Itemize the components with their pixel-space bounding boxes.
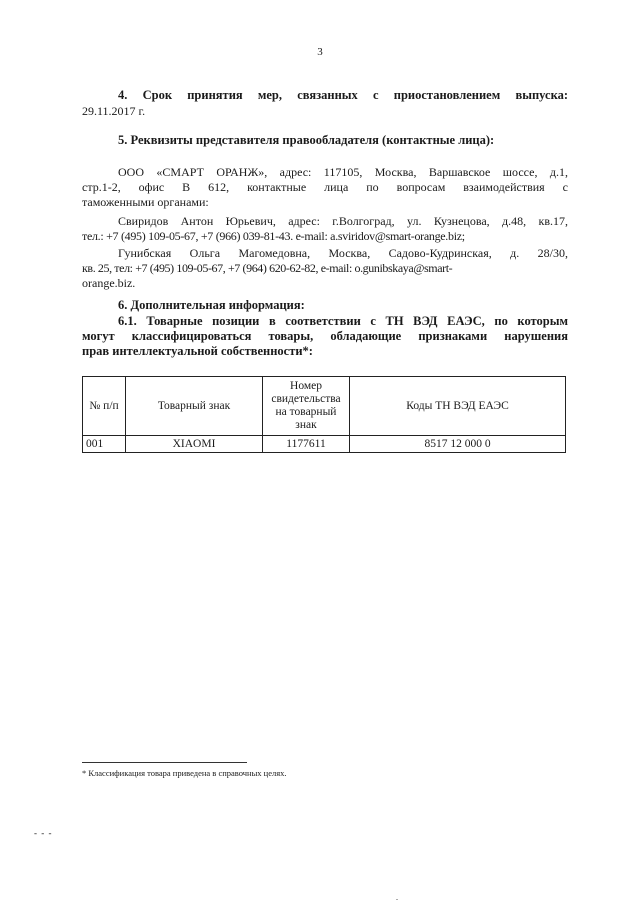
header-mark: Товарный знак bbox=[126, 377, 263, 436]
section5-org bbox=[82, 165, 568, 210]
cell-mark: XIAOMI bbox=[126, 436, 263, 453]
section5-contact1 bbox=[82, 214, 568, 244]
contact1-line-1: Свиридов Антон Юрьевич, адрес: г.Волгоград, ул. Кузнецова, д.48, кв.17, bbox=[118, 214, 568, 228]
cell-cert: 1177611 bbox=[263, 436, 350, 453]
org-line-1: ООО «СМАРТ ОРАНЖ», адрес: 117105, Москва, Варшавское шоссе, д.1, bbox=[118, 165, 568, 179]
section6-heading: 6. Дополнительная информация: bbox=[118, 298, 305, 312]
contact1-line-2: тел.: +7 (495) 109-05-67, +7 (966) 039-81-43. e-mail: a.sviridov@smart-orange.biz; bbox=[82, 229, 465, 243]
section5-contact2 bbox=[82, 246, 568, 291]
header-num: № п/п bbox=[83, 377, 126, 436]
footnote-divider bbox=[82, 762, 247, 763]
dot-mark: . bbox=[396, 893, 398, 902]
contact2-line-2: кв. 25, тел: +7 (495) 109-05-67, +7 (964) 620-62-82, e-mail: o.gunibskaya@smart- bbox=[82, 261, 453, 275]
table-header-row bbox=[83, 377, 566, 436]
sub-line-1: 6.1. Товарные позиции в соответствии с ТН ВЭД ЕАЭС, по которым bbox=[118, 314, 568, 328]
sub-line-2: могут классифицироваться товары, обладающие признаками нарушения bbox=[82, 329, 568, 343]
header-codes: Коды ТН ВЭД ЕАЭС bbox=[350, 377, 566, 436]
corner-mark: - - - bbox=[34, 828, 53, 838]
org-line-2: стр.1-2, офис В 612, контактные лица по вопросам взаимодействия с bbox=[82, 180, 568, 194]
header-cert: Номер свидетельства на товарный знак bbox=[263, 377, 350, 436]
section6-subheading bbox=[82, 314, 568, 359]
table-row bbox=[83, 436, 566, 453]
section4-date: 29.11.2017 г. bbox=[82, 104, 146, 118]
page-number: 3 bbox=[317, 46, 323, 58]
trademark-table bbox=[82, 376, 566, 453]
sub-line-3: прав интеллектуальной собственности*: bbox=[82, 344, 313, 358]
section4-heading: 4. Срок принятия мер, связанных с приостановлением выпуска: bbox=[118, 88, 568, 102]
contact2-line-1: Гунибская Ольга Магомедовна, Москва, Садово-Кудринская, д. 28/30, bbox=[118, 246, 568, 260]
cell-num: 001 bbox=[83, 436, 126, 453]
contact2-line-3: orange.biz. bbox=[82, 276, 136, 290]
footnote: * Классификация товара приведена в справочных целях. bbox=[82, 768, 287, 778]
cell-codes: 8517 12 000 0 bbox=[350, 436, 566, 453]
section5-heading: 5. Реквизиты представителя правообладателя (контактные лица): bbox=[118, 133, 495, 147]
org-line-3: таможенными органами: bbox=[82, 195, 209, 209]
